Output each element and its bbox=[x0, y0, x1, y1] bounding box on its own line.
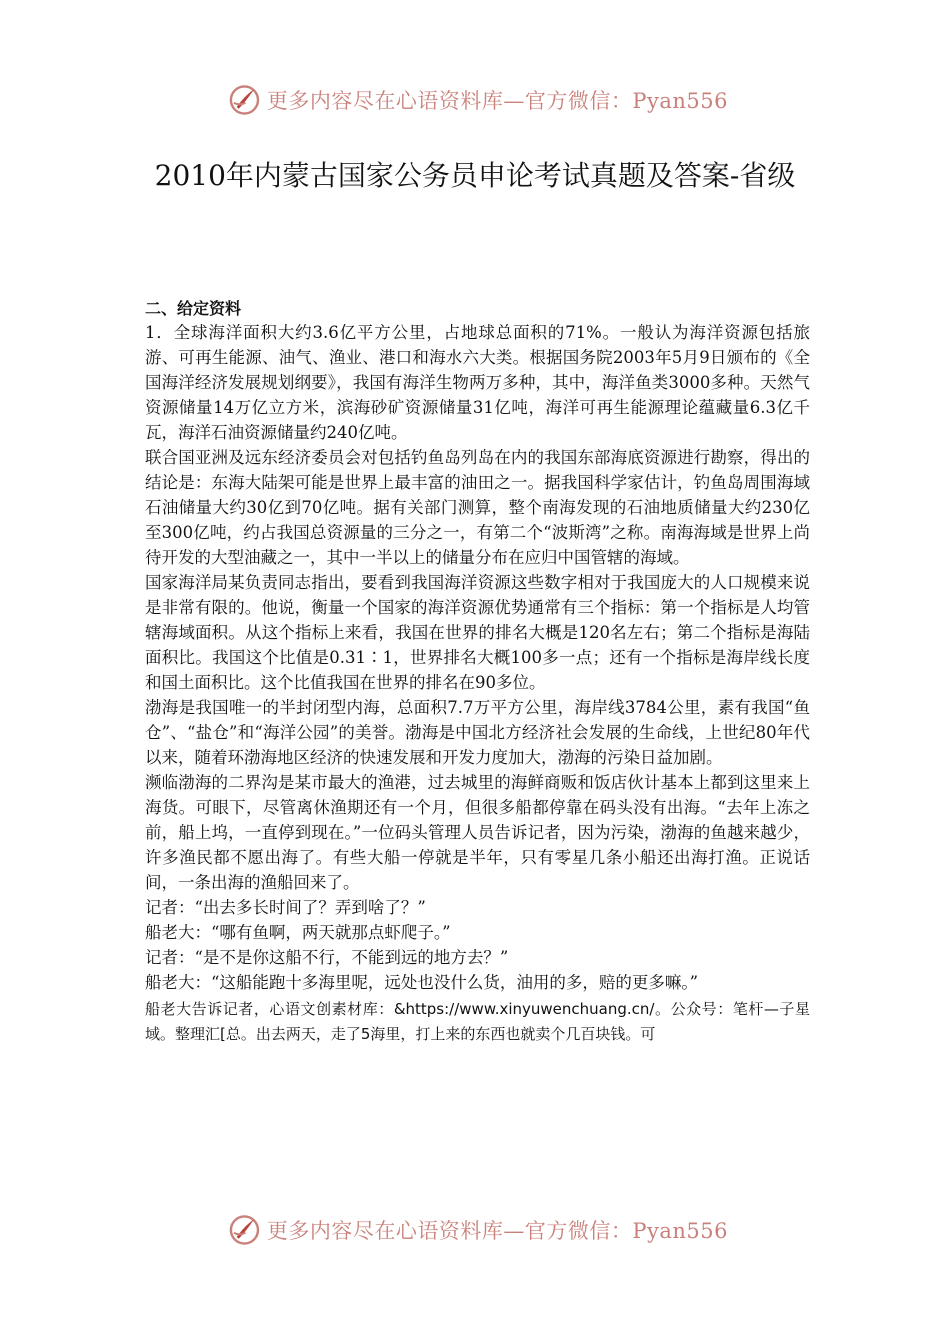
footer-banner bbox=[228, 1210, 728, 1250]
dialogue-line: 船老大：“哪有鱼啊，两天就那点虾爬子。” bbox=[145, 923, 451, 942]
document-body bbox=[145, 320, 810, 1047]
banner-text: 更多内容尽在心语资料库—官方微信：Pyan556 bbox=[266, 89, 728, 113]
header-banner bbox=[228, 80, 728, 120]
quill-ribbon-logo-icon bbox=[228, 1213, 261, 1247]
dialogue-line: 记者：“出去多长时间了？弄到啥了？” bbox=[145, 898, 426, 917]
banner-text: 更多内容尽在心语资料库—官方微信：Pyan556 bbox=[266, 1219, 728, 1243]
paragraph: 1．全球海洋面积大约3.6亿平方公里，占地球总面积的71%。一般认为海洋资源包括旅游、可再生能源、油气、渔业、港口和海水六大类。根据国务院2003年5月9日颁布的《全国海洋经济发展规划纲要》，我国有海洋生物两万多种，其中，海洋鱼类3000多种。天然气资源储量14万亿立方米，滨海砂矿资源储量31亿吨，海洋可再生能源理论蕴藏量6.3亿千瓦，海洋石油资源储量约240亿吨。 bbox=[145, 323, 810, 442]
quill-ribbon-logo-icon bbox=[228, 83, 261, 117]
paragraph: 国家海洋局某负责同志指出，要看到我国海洋资源这些数字相对于我国庞大的人口规模来说是非常有限的。他说，衡量一个国家的海洋资源优势通常有三个指标：第一个指标是人均管辖海域面积。从这个指标上来看，我国在世界的排名大概是120名左右；第二个指标是海陆面积比。我国这个比值是0.31∶1，世界排名大概100多一点；还有一个指标是海岸线长度和国土面积比。这个比值我国在世界的排名在90多位。 bbox=[145, 573, 810, 692]
dialogue-line: 船老大：“这船能跑十多海里呢，远处也没什么货，油用的多，赔的更多嘛。” bbox=[145, 973, 699, 992]
tail-paragraph: 船老大告诉记者，心语文创素材库：&https://www.xinyuwenchuang.cn/。公众号：笔杆—子星域。整理汇[总。出去两天，走了5海里，打上来的东西也就卖个几百块钱。可 bbox=[145, 1000, 810, 1043]
dialogue-line: 记者：“是不是你这船不行，不能到远的地方去？” bbox=[145, 948, 509, 967]
paragraph: 濒临渤海的二界沟是某市最大的渔港，过去城里的海鲜商贩和饭店伙计基本上都到这里来上海货。可眼下，尽管离休渔期还有一个月，但很多船都停靠在码头没有出海。“去年上冻之前，船上坞，一直停到现在。”一位码头管理人员告诉记者，因为污染，渤海的鱼越来越少，许多渔民都不愿出海了。有些大船一停就是半年，只有零星几条小船还出海打渔。正说话间，一条出海的渔船回来了。 bbox=[145, 773, 810, 892]
paragraph: 渤海是我国唯一的半封闭型内海，总面积7.7万平方公里，海岸线3784公里，素有我国“鱼仓”、“盐仓”和“海洋公园”的美誉。渤海是中国北方经济社会发展的生命线，上世纪80年代以来，随着环渤海地区经济的快速发展和开发力度加大，渤海的污染日益加剧。 bbox=[145, 698, 810, 767]
section-heading: 二、给定资料 bbox=[145, 299, 242, 318]
paragraph: 联合国亚洲及远东经济委员会对包括钓鱼岛列岛在内的我国东部海底资源进行勘察，得出的结论是：东海大陆架可能是世界上最丰富的油田之一。据我国科学家估计，钓鱼岛周围海域石油储量大约30亿到70亿吨。据有关部门测算，整个南海发现的石油地质储量大约230亿至300亿吨，约占我国总资源量的三分之一，有第二个“波斯湾”之称。南海海域是世界上尚待开发的大型油藏之一，其中一半以上的储量分布在应归中国管辖的海域。 bbox=[145, 448, 810, 567]
document-title: 2010年内蒙古国家公务员申论考试真题及答案-省级 bbox=[154, 159, 796, 192]
